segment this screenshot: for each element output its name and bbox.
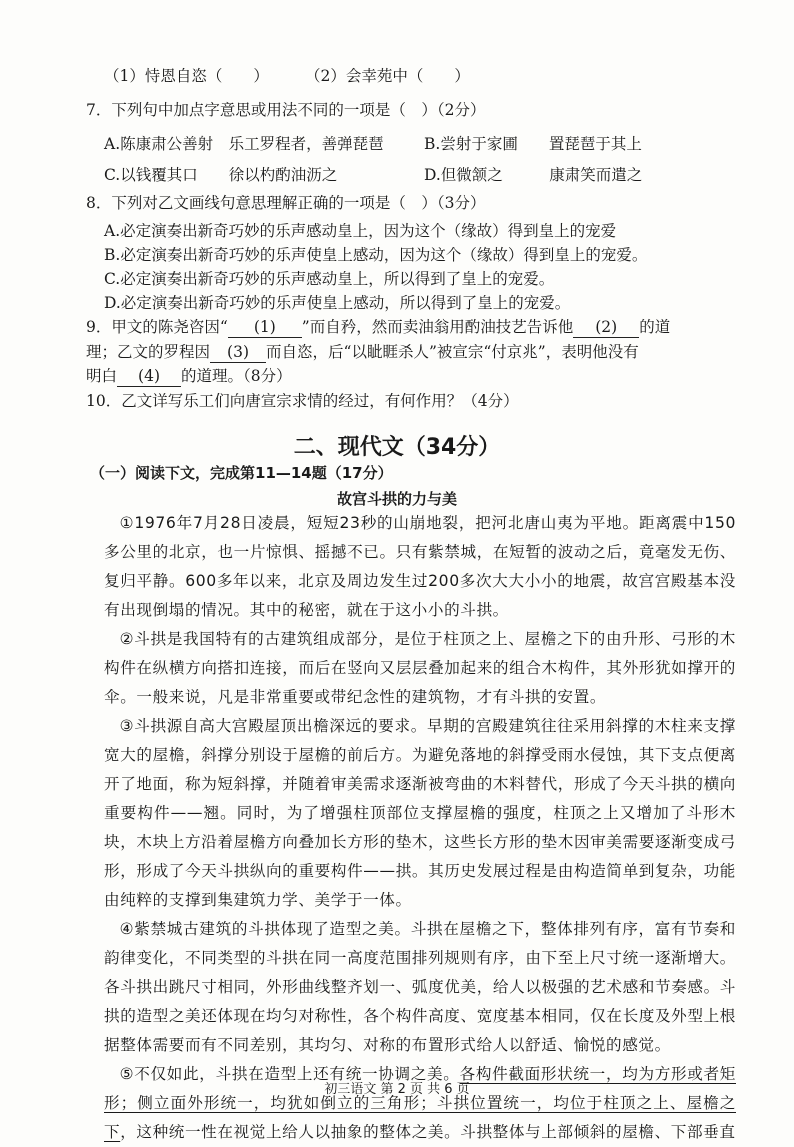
question-9-line-1 [86, 317, 670, 338]
article-paragraph-2: ②斗拱是我国特有的古建筑组成部分，是位于柱顶之上、屋檐之下的由升形、弓形的木构件在纵横方向搭扣连接，而后在竖向又层层叠加起来的组合木构件，其外形犹如撑开的伞。一般来说，凡是非常重要或带纪念性的建筑物，才有斗拱的安置。 [104, 630, 736, 706]
article-title: 故宫斗拱的力与美 [336, 490, 457, 508]
question-9-text-5: 而自恣，后“以眦睚杀人”被宣宗“付京兆”，表明他没有 [266, 343, 639, 361]
question-9-text-6: 明白 [86, 367, 118, 385]
question-8-option-b: B.必定演奏出新奇巧妙的乐声使皇上感动，因为这个（缘故）得到皇上的宠爱。 [104, 246, 648, 264]
question-7-option-c: C.以钱覆其口 徐以杓酌油沥之 [104, 166, 338, 184]
page-footer: 初三语文 第 2 页 共 6 页 [324, 1082, 470, 1097]
question-8-stem: 8．下列对乙文画线句意思理解正确的一项是（ ）（3分） [86, 194, 486, 212]
question-7-stem: 7．下列句中加点字意思或用法不同的一项是（ ）（2分） [86, 101, 486, 119]
question-10-stem: 10．乙文详写乐工们向唐宣宗求情的经过，有何作用？（4分） [86, 392, 519, 410]
question-9-blank-3: (3) [210, 342, 266, 363]
question-9-line-2 [86, 342, 639, 363]
question-9-blank-4: (4) [117, 366, 181, 387]
question-9-text-2: ”而自矜，然而卖油翁用酌油技艺告诉他 [301, 318, 574, 336]
question-8-option-d: D.必定演奏出新奇巧妙的乐声使皇上感动，所以得到了皇上的宠爱。 [104, 294, 571, 312]
article-body [104, 509, 736, 1147]
article-paragraph-5-underlined: 各构件截面形状统一，均为方形或者矩形；侧立面外形统一，均犹如倒立的三角形；斗拱位置统一，均位于柱顶之上、屋檐之下 [104, 1065, 736, 1141]
question-9-line-3 [86, 366, 292, 387]
subsection-1-title: （一）阅读下文，完成第11—14题（17分） [90, 464, 393, 482]
article-paragraph-5-text-b: ，这种统一性在视觉上给人以抽象的整体之美。斗拱整体与上部倾斜的屋檐、下部垂直 [120, 1123, 736, 1141]
article-paragraph-5-text-a: ⑤不仅如此，斗拱在造型上还有统一协调之美。 [119, 1065, 460, 1083]
top-line-item-2: （2）会幸苑中（ ） [305, 67, 470, 85]
question-9-text-1: 9．甲文的陈尧咨因“ [86, 318, 228, 336]
question-9-text-7: 的道理。（8分） [181, 367, 292, 385]
question-8-option-a: A.必定演奏出新奇巧妙的乐声感动皇上，因为这个（缘故）得到皇上的宠爱 [104, 222, 617, 240]
question-7-option-a: A.陈康肃公善射 乐工罗程者，善弹琵琶 [104, 135, 384, 153]
question-9-text-3: 的道 [639, 318, 671, 336]
article-paragraph-3: ③斗拱源自高大宫殿屋顶出檐深远的要求。早期的宫殿建筑往往采用斜撑的木柱来支撑宽大的屋檐，斜撑分别设于屋檐的前后方。为避免落地的斜撑受雨水侵蚀，其下支点便离开了地面，称为短斜撑，并随着审美需求逐渐被弯曲的木料替代，形成了今天斗拱的横向重要构件——翘。同时，为了增强柱顶部位支撑屋檐的强度，柱顶之上又增加了斗形木块，木块上方沿着屋檐方向叠加长方形的垫木，这些长方形的垫木因审美需要逐渐变成弓形，形成了今天斗拱纵向的重要构件——拱。其历史发展过程是由构造简单到复杂，功能由纯粹的支撑到集建筑力学、美学于一体。 [104, 717, 736, 909]
question-9-blank-1: (1) [228, 317, 302, 338]
article-paragraph-5 [104, 1060, 736, 1147]
article-paragraph-4: ④紫禁城古建筑的斗拱体现了造型之美。斗拱在屋檐之下，整体排列有序，富有节奏和韵律变化，不同类型的斗拱在同一高度范围排列规则有序，由下至上尺寸统一逐渐增大。各斗拱出跳尺寸相同，外形曲线整齐划一、弧度优美，给人以极强的艺术感和节奏感。斗拱的造型之美还体现在均匀对称性，各个构件高度、宽度基本相同，仅在长度及外型上根据整体需要而有不同差别，其均匀、对称的布置形式给人以舒适、愉悦的感觉。 [104, 920, 736, 1054]
question-9-blank-2: (2) [573, 317, 639, 338]
top-line-item-1: （1）恃恩自恣（ ） [104, 67, 269, 85]
question-9-text-4: 理；乙文的罗程因 [86, 343, 211, 361]
question-8-option-c: C.必定演奏出新奇巧妙的乐声感动皇上，所以得到了皇上的宠爱。 [104, 270, 555, 288]
section-2-title: 二、现代文（34分） [293, 435, 501, 460]
article-paragraph-1: ①1976年7月28日凌晨，短短23秒的山崩地裂，把河北唐山夷为平地。距离震中150多公里的北京，也一片惊惧、摇撼不已。只有紫禁城，在短暂的波动之后，竟毫发无伤、复归平静。600多年以来，北京及周边发生过200多次大大小小的地震，故宫宫殿基本没有出现倒塌的情况。其中的秘密，就在于这小小的斗拱。 [104, 514, 736, 619]
question-7-option-b: B.尝射于家圃 置琵琶于其上 [424, 135, 642, 153]
question-7-option-d: D.但微颔之 康肃笑而遣之 [424, 166, 643, 184]
